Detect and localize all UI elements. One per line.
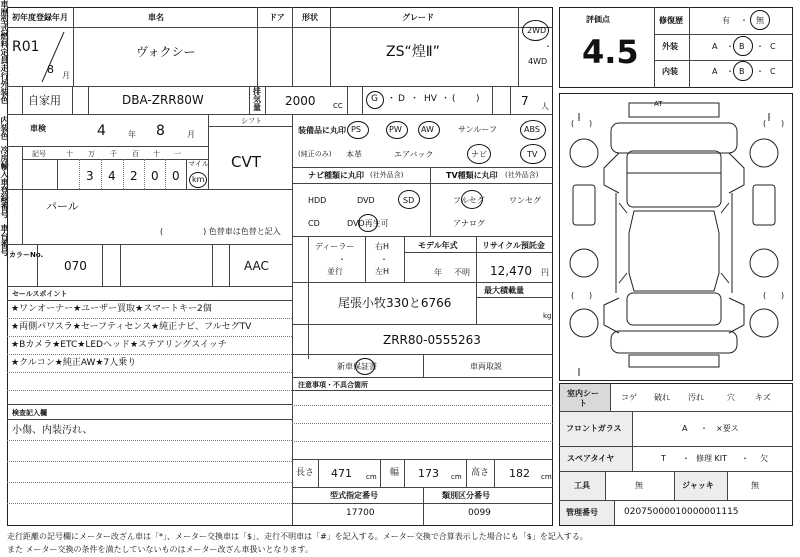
car-grade: ZS“煌Ⅱ”: [386, 44, 440, 60]
drive-4wd: 4WD: [528, 57, 548, 66]
sales-line: ★両側パワスラ★セーフティセンス★純正ナビ、フルセグTV: [11, 322, 252, 332]
mileage-digit: 2: [130, 169, 138, 183]
equip-aw: AW: [421, 125, 434, 134]
equip-tv: TV: [527, 150, 538, 159]
inspection-month: 8: [156, 123, 165, 139]
capacity: 7: [521, 94, 529, 108]
mileage-digit: 0: [172, 169, 180, 183]
equip-ps: PS: [351, 125, 361, 134]
shape-label: 形状: [302, 13, 318, 22]
sales-line: ★Bカメラ★ETC★LEDヘッド★ステアリングスイッチ: [11, 340, 227, 350]
equip-leather: 本革: [346, 150, 362, 159]
drive-2wd: 2WD: [527, 26, 547, 35]
inspection-year: 4: [97, 123, 106, 139]
type-number: 17700: [346, 508, 375, 518]
shift-value: CVT: [231, 153, 261, 171]
grade-label: グレード: [402, 13, 434, 22]
inspection-label: 車検: [30, 124, 46, 133]
exterior-grade: B: [739, 42, 745, 51]
equip-navi: ナビ: [471, 150, 487, 159]
category: 自家用: [28, 94, 61, 107]
chassis-number: ZRR80-0555263: [383, 333, 481, 347]
sales-line: ★クルコン★純正AW★7人乗り: [11, 358, 137, 368]
ac-value: AAC: [244, 259, 269, 273]
displacement: 2000: [285, 94, 316, 108]
jack-value: 無: [751, 481, 759, 490]
navi-sd: SD: [403, 196, 415, 205]
width: 173: [418, 467, 439, 480]
equip-airbag: エアバック: [394, 150, 434, 159]
recycle-fee: 12,470: [490, 264, 532, 278]
plate-number: 尾張小牧330と6766: [338, 296, 452, 310]
fuel-g: G: [371, 94, 378, 104]
equip-sunroof: サンルーフ: [458, 125, 497, 134]
car-name: ヴォクシー: [136, 45, 196, 59]
warranty-doc: 新車保証書: [337, 362, 377, 371]
reg-month: 8: [47, 63, 54, 76]
equip-pw: PW: [389, 125, 402, 134]
tool-value: 無: [635, 481, 643, 490]
reg-era: R01: [12, 39, 40, 55]
model-year: 不明: [454, 268, 470, 277]
repair-none: 無: [756, 16, 764, 25]
color-number: 070: [64, 259, 87, 273]
equip-abs: ABS: [524, 125, 540, 134]
footer-note-2: また メーター交換の条件を満たしていないものはメーター改ざん車扱いとなります。: [7, 545, 313, 554]
at-label: AT: [654, 100, 663, 108]
km-unit: km: [192, 175, 205, 184]
inspector-notes: 小傷、内装汚れ、: [12, 425, 93, 436]
length: 471: [331, 467, 352, 480]
first-reg-label: 初年度登録年月: [12, 13, 68, 22]
door-label: ドア: [269, 13, 285, 22]
height: 182: [509, 467, 530, 480]
exterior-color: パール: [46, 200, 79, 213]
management-number: 02075000010000001115: [624, 507, 739, 517]
mileage-digit: 4: [108, 169, 116, 183]
car-diagram: [559, 93, 793, 381]
category-label: 車歴: [0, 0, 9, 16]
interior-grade: B: [739, 67, 745, 76]
footer-note-1: 走行距離の記号欄にメーター改ざん車は「*」、メーター交換車は「$」、走行不明車は「#」を記入する。メーター交換で合算表示した場合にも「$」を記入する。: [7, 532, 588, 541]
main-sheet: [7, 7, 553, 526]
model-code: DBA-ZRR80W: [122, 93, 204, 107]
score-label: 評価点: [586, 15, 610, 24]
tv-fullseg: フルセグ: [453, 196, 485, 205]
car-name-label: 車名: [148, 13, 164, 22]
sales-line: ★ワンオーナー★ユーザー買取★スマートキー2個: [11, 304, 212, 314]
class-number: 0099: [468, 508, 491, 518]
score-value: 4.5: [582, 33, 639, 71]
mileage-digit: 3: [86, 169, 94, 183]
mileage-digit: 0: [151, 169, 159, 183]
